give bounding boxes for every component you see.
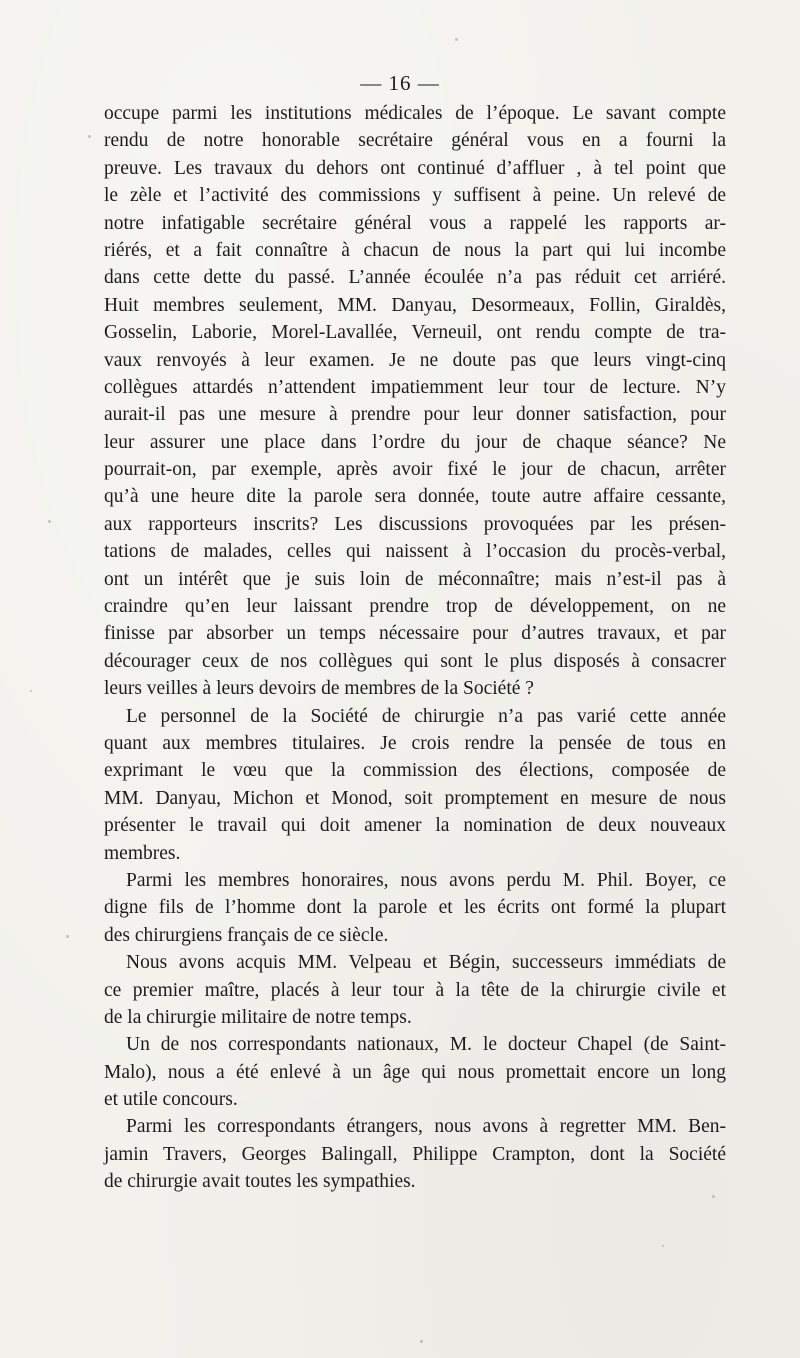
scan-speck	[66, 935, 69, 938]
text-line: notre infatigable secrétaire général vous a rappelé les rapports ar-	[104, 212, 726, 234]
text-line: le zèle et l’activité des commissions y suffisent à peine. Un relevé de	[104, 185, 726, 207]
text-line: Huit membres seulement, MM. Danyau, Desormeaux, Follin, Giraldès,	[104, 294, 726, 316]
text-line: rendu de notre honorable secrétaire général vous en a fourni la	[104, 130, 726, 152]
text-line: Malo), nous a été enlevé à un âge qui nous promettait encore un long	[104, 1061, 726, 1083]
text-line: leurs veilles à leurs devoirs de membres de la Société ?	[104, 678, 534, 700]
scan-speck	[712, 1195, 715, 1198]
text-line: de chirurgie avait toutes les sympathies.	[104, 1171, 416, 1193]
text-line: et utile concours.	[104, 1089, 238, 1111]
text-line: exprimant le vœu que la commission des élections, composée de	[104, 760, 726, 782]
text-line: de la chirurgie militaire de notre temps.	[104, 1006, 412, 1028]
text-line: jamin Travers, Georges Balingall, Philippe Crampton, dont la Société	[104, 1143, 726, 1165]
scan-speck	[48, 520, 51, 523]
text-line: finisse par absorber un temps nécessaire pour d’autres travaux, et par	[104, 623, 726, 645]
page-number: — 16 —	[360, 71, 440, 95]
scan-speck	[455, 38, 458, 41]
text-line: digne fils de l’homme dont la parole et les écrits ont formé la plupart	[104, 897, 726, 919]
text-line: occupe parmi les institutions médicales de l’époque. Le savant compte	[104, 103, 726, 124]
paragraph	[104, 949, 726, 1031]
scan-speck	[662, 1245, 664, 1247]
text-line: Parmi les correspondants étrangers, nous avons à regretter MM. Ben-	[126, 1116, 726, 1138]
text-line: présenter le travail qui doit amener la nomination de deux nouveaux	[104, 815, 726, 837]
text-line: collègues attardés n’attendent impatiemment leur tour de lecture. N’y	[104, 376, 726, 398]
text-line: preuve. Les travaux du dehors ont continué d’affluer , à tel point que	[104, 157, 726, 179]
text-line: qu’à une heure dite la parole sera donnée, toute autre affaire cessante,	[104, 486, 726, 508]
text-line: Gosselin, Laborie, Morel-Lavallée, Verneuil, ont rendu compte de tra-	[104, 322, 726, 344]
paragraph	[104, 100, 726, 703]
scan-speck	[30, 690, 32, 692]
text-line: craindre qu’en leur laissant prendre trop de développement, on ne	[104, 596, 726, 618]
text-line: des chirurgiens français de ce siècle.	[104, 924, 389, 946]
text-line: aux rapporteurs inscrits? Les discussions provoquées par les présen-	[104, 513, 726, 535]
text-line: dans cette dette du passé. L’année écoulée n’a pas réduit cet arriéré.	[104, 267, 726, 289]
text-line: Nous avons acquis MM. Velpeau et Bégin, successeurs immédiats de	[126, 952, 726, 974]
text-line: quant aux membres titulaires. Je crois rendre la pensée de tous en	[104, 732, 726, 754]
paragraph	[104, 1113, 726, 1195]
paragraph	[104, 867, 726, 949]
text-line: leur assurer une place dans l’ordre du jour de chaque séance? Ne	[104, 431, 726, 453]
text-line: ce premier maître, placés à leur tour à la tête de la chirurgie civile et	[104, 979, 726, 1001]
body-text	[104, 100, 726, 1196]
scan-speck	[420, 1340, 423, 1343]
paragraph	[104, 1031, 726, 1113]
paragraph	[104, 703, 726, 867]
text-line: Le personnel de la Société de chirurgie n’a pas varié cette année	[126, 705, 726, 727]
text-line: tations de malades, celles qui naissent à l’occasion du procès-verbal,	[104, 541, 726, 563]
text-line: aurait-il pas une mesure à prendre pour leur donner satisfaction, pour	[104, 404, 726, 426]
text-line: membres.	[104, 842, 181, 864]
text-line: pourrait-on, par exemple, après avoir fixé le jour de chacun, arrêter	[104, 459, 726, 481]
text-line: MM. Danyau, Michon et Monod, soit promptement en mesure de nous	[104, 787, 726, 809]
text-line: Parmi les membres honoraires, nous avons perdu M. Phil. Boyer, ce	[126, 869, 726, 891]
text-line: vaux renvoyés à leur examen. Je ne doute pas que leurs vingt-cinq	[104, 349, 726, 371]
text-line: ont un intérêt que je suis loin de méconnaître; mais n’est-il pas à	[104, 568, 726, 590]
text-line: riérés, et a fait connaître à chacun de nous la part qui lui incombe	[104, 239, 726, 261]
text-line: décourager ceux de nos collègues qui sont le plus disposés à consacrer	[104, 650, 726, 672]
text-line: Un de nos correspondants nationaux, M. le docteur Chapel (de Saint-	[126, 1034, 726, 1056]
scan-speck	[88, 135, 91, 138]
